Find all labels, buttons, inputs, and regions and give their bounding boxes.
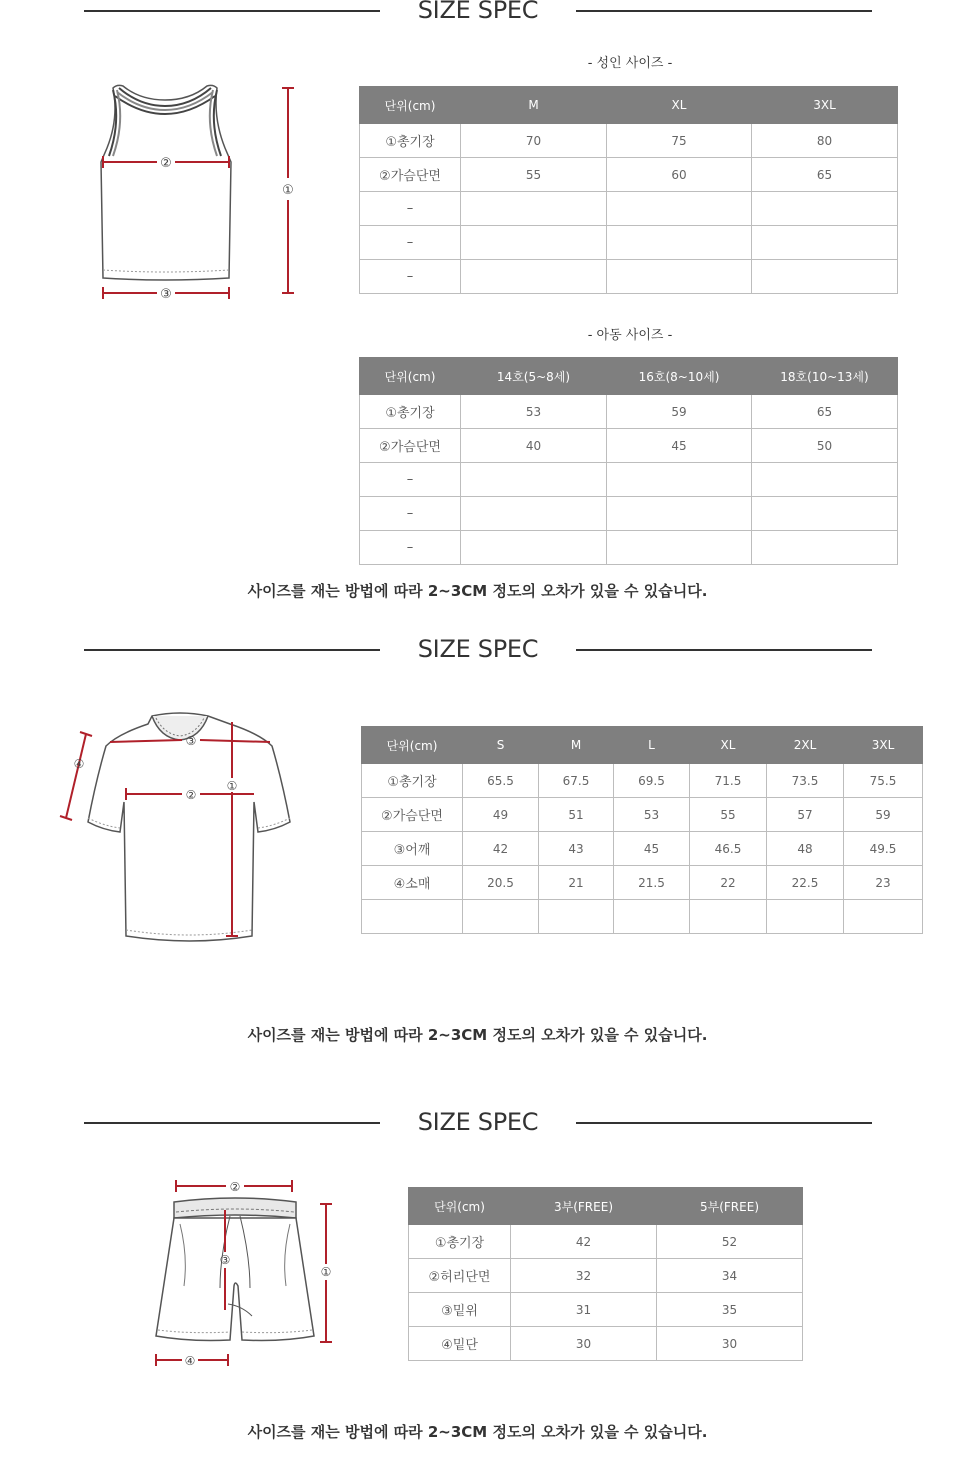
section1-header [84,0,872,25]
table-row [362,798,923,832]
row-label: ④소매 [362,866,463,900]
table-row [360,226,898,260]
table-cell [461,192,607,226]
header-cell: M [539,727,614,764]
table-cell: 46.5 [690,832,767,866]
header-cell: M [461,87,607,124]
table-cell: 21 [539,866,614,900]
table-row [409,1327,803,1361]
table-cell [752,531,898,565]
table-cell: 53 [461,395,607,429]
label-rise: ③ [219,1253,231,1267]
row-label: ④밑단 [409,1327,511,1361]
table-cell [614,900,690,934]
label-waist: ② [229,1180,241,1194]
table-cell: 70 [461,124,607,158]
t-shirt-diagram-icon [60,710,300,950]
section2-header [84,634,872,664]
table-cell [752,497,898,531]
table-row [360,463,898,497]
table-cell [752,192,898,226]
header-cell: 18호(10~13세) [752,358,898,395]
table-row [360,260,898,294]
header-divider-right [576,1122,872,1124]
table-row [362,832,923,866]
table-cell: 71.5 [690,764,767,798]
table-cell: 32 [511,1259,657,1293]
row-label [362,900,463,934]
table-row [360,429,898,463]
table-cell [607,497,752,531]
table-cell: 42 [511,1225,657,1259]
adult-size-subtitle: - 성인 사이즈 - [587,56,673,71]
header-cell: XL [690,727,767,764]
table-cell: 55 [690,798,767,832]
table-header-row [360,87,898,124]
table-row [360,497,898,531]
table-cell: 49 [463,798,539,832]
row-label: ②가슴단면 [362,798,463,832]
table-cell [752,260,898,294]
table-cell: 53 [614,798,690,832]
table-cell: 75.5 [844,764,923,798]
table-cell [463,900,539,934]
table-row [409,1259,803,1293]
label-sleeve: ④ [73,757,85,771]
header-divider-right [576,10,872,12]
tank-top-diagram-icon [95,78,305,308]
label-chest: ② [185,788,197,802]
row-label: ①총기장 [360,124,461,158]
table-row [360,531,898,565]
header-cell: 14호(5~8세) [461,358,607,395]
table-cell: 20.5 [463,866,539,900]
table-cell: 67.5 [539,764,614,798]
adult-size-table [359,86,898,294]
header-cell: 단위(cm) [409,1188,511,1225]
row-label: – [360,226,461,260]
section2-title: SIZE SPEC [417,635,539,663]
header-cell: 단위(cm) [362,727,463,764]
row-label: – [360,192,461,226]
row-label: – [360,463,461,497]
table-cell: 59 [844,798,923,832]
table-cell: 43 [539,832,614,866]
table-cell: 69.5 [614,764,690,798]
header-cell: XL [607,87,752,124]
table-row [362,900,923,934]
measurement-note: 사이즈를 재는 방법에 따라 2~3CM 정도의 오차가 있을 수 있습니다. [247,1423,708,1441]
table-cell: 65 [752,395,898,429]
label-length: ① [226,779,238,793]
shorts-size-table [408,1187,803,1361]
table-cell [752,463,898,497]
table-cell: 31 [511,1293,657,1327]
table-cell: 45 [614,832,690,866]
table-cell [752,226,898,260]
header-cell: 3XL [844,727,923,764]
table-cell [767,900,844,934]
label-hem: ③ [160,287,172,302]
table-cell: 35 [657,1293,803,1327]
table-row [362,866,923,900]
row-label: ②허리단면 [409,1259,511,1293]
row-label: – [360,260,461,294]
row-label: – [360,497,461,531]
table-row [360,158,898,192]
table-cell: 22.5 [767,866,844,900]
table-cell: 65.5 [463,764,539,798]
header-divider-right [576,649,872,651]
table-cell [607,192,752,226]
section3-title: SIZE SPEC [417,1108,539,1136]
header-cell: 3부(FREE) [511,1188,657,1225]
table-cell [607,463,752,497]
table-header-row [409,1188,803,1225]
table-cell [844,900,923,934]
row-label: ②가슴단면 [360,429,461,463]
row-label: ③밑위 [409,1293,511,1327]
measurement-note: 사이즈를 재는 방법에 따라 2~3CM 정도의 오차가 있을 수 있습니다. [247,1026,708,1044]
row-label: ③어깨 [362,832,463,866]
table-cell: 73.5 [767,764,844,798]
table-cell [461,226,607,260]
table-cell [607,260,752,294]
table-cell: 30 [657,1327,803,1361]
table-cell: 22 [690,866,767,900]
table-row [360,192,898,226]
header-cell: 단위(cm) [360,87,461,124]
header-cell: 단위(cm) [360,358,461,395]
table-cell [607,531,752,565]
table-cell [461,260,607,294]
table-row [360,395,898,429]
label-hem: ④ [184,1354,196,1368]
header-cell: S [463,727,539,764]
section3-header [84,1107,872,1137]
table-header-row [360,358,898,395]
table-row [409,1225,803,1259]
row-label: ①총기장 [360,395,461,429]
table-cell [607,226,752,260]
table-cell: 21.5 [614,866,690,900]
measurement-note: 사이즈를 재는 방법에 따라 2~3CM 정도의 오차가 있을 수 있습니다. [247,582,708,600]
row-label: ②가슴단면 [360,158,461,192]
tshirt-size-table [361,726,923,934]
shorts-diagram-icon [150,1176,350,1376]
table-cell: 52 [657,1225,803,1259]
header-cell: 16호(8~10세) [607,358,752,395]
kids-size-subtitle: - 아동 사이즈 - [587,328,673,343]
table-row [360,124,898,158]
table-cell: 30 [511,1327,657,1361]
header-cell: 5부(FREE) [657,1188,803,1225]
header-cell: L [614,727,690,764]
table-cell: 59 [607,395,752,429]
label-length: ① [320,1265,332,1279]
table-cell: 51 [539,798,614,832]
table-cell: 80 [752,124,898,158]
table-cell: 23 [844,866,923,900]
table-cell [690,900,767,934]
table-cell: 45 [607,429,752,463]
table-cell: 48 [767,832,844,866]
row-label: ①총기장 [409,1225,511,1259]
table-cell: 65 [752,158,898,192]
kids-size-table [359,357,898,565]
header-cell: 3XL [752,87,898,124]
label-length: ① [282,183,294,198]
table-cell [461,497,607,531]
table-row [362,764,923,798]
table-cell [461,531,607,565]
table-cell: 57 [767,798,844,832]
label-chest: ② [160,156,172,171]
section1-title: SIZE SPEC [417,0,539,24]
row-label: ①총기장 [362,764,463,798]
table-cell: 34 [657,1259,803,1293]
table-row [409,1293,803,1327]
table-cell: 40 [461,429,607,463]
table-cell [539,900,614,934]
label-shoulder: ③ [185,734,197,748]
table-cell: 49.5 [844,832,923,866]
header-cell: 2XL [767,727,844,764]
table-cell: 42 [463,832,539,866]
row-label: – [360,531,461,565]
table-header-row [362,727,923,764]
table-cell [461,463,607,497]
table-cell: 60 [607,158,752,192]
table-cell: 55 [461,158,607,192]
table-cell: 50 [752,429,898,463]
table-cell: 75 [607,124,752,158]
